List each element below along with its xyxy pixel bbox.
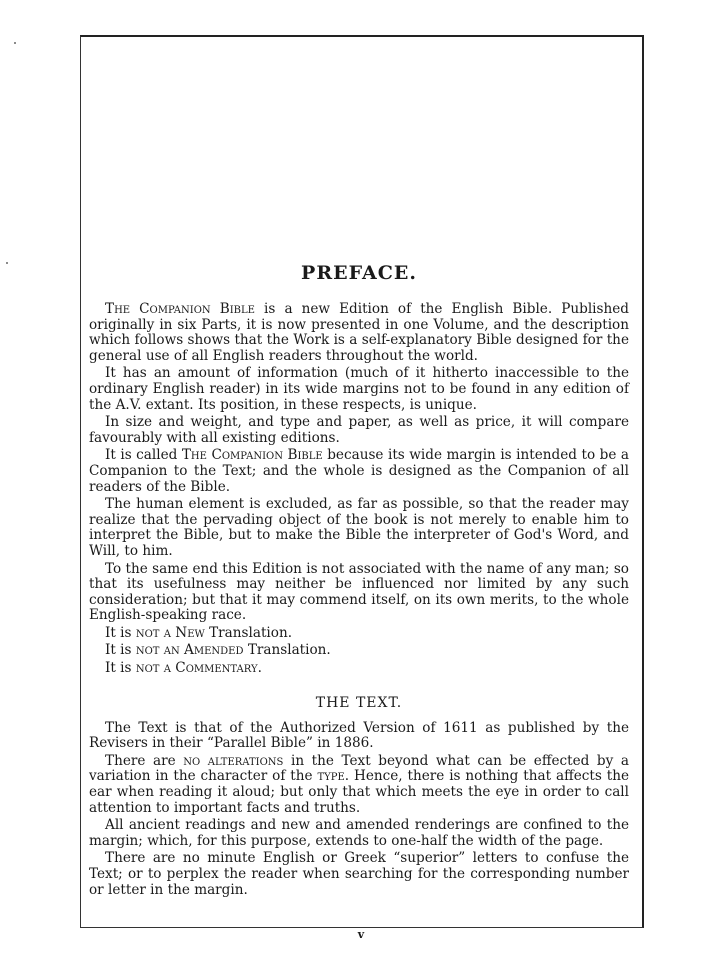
page-number: v [357,928,365,941]
paragraph: There are no alterations in the Text beyond what can be effected by a variation in the character of the type. Hence, there is nothing that affects the ear when reading it aloud; but only that which meets the eye in order to call attention to important facts and truths. [89,752,629,816]
not-line: It is not a Commentary. [105,660,262,677]
paragraph: All ancient readings and new and amended renderings are confined to the margin; which, for this purpose, extends to one-half the width of the page. [89,817,629,849]
scan-speck [6,262,8,264]
paragraph: The human element is excluded, as far as possible, so that the reader may realize that the pervading object of the book is not merely to enable him to interpret the Bible, but to make the Bible the interpreter of God's Word, and Will, to him. [89,496,629,559]
not-line: It is not a New Translation. [105,624,293,641]
paragraph: It is called The Companion Bible because its wide margin is intended to be a Companion to the Text; and the whole is designed as the Companion of all readers of the Bible. [89,447,629,495]
paragraph: In size and weight, and type and paper, as well as price, it will compare favourably with all existing editions. [89,414,629,446]
not-line: It is not an Amended Translation. [105,642,331,659]
paragraph: The Companion Bible is a new Edition of the English Bible. Published originally in six Parts, it is now presented in one Volume, and the description which follows shows that the Work is a self-explanatory Bible designed for the general use of all English readers throughout the world. [89,301,629,364]
section-heading: THE TEXT. [315,694,403,711]
book-name: The Companion Bible [181,447,323,464]
paragraph: There are no minute English or Greek “superior” letters to confuse the Text; or to perplex the reader when searching for the corresponding number or letter in the margin. [89,850,629,898]
paragraph: The Text is that of the Authorized Version of 1611 as published by the Revisers in their “Parallel Bible” in 1886. [89,719,629,752]
page-title: PREFACE. [301,262,417,284]
scan-speck [14,42,16,44]
preface-body [89,262,629,900]
book-name: The Companion Bible [105,301,255,317]
paragraph: It has an amount of information (much of it hitherto inaccessible to the ordinary English reader) in its wide margins not to be found in any edition of the A.V. extant. Its position, in these respects, is unique. [89,365,629,413]
paragraph: To the same end this Edition is not associated with the name of any man; so that its usefulness may neither be influenced nor limited by any such consideration; but that it may commend itself, on its own merits, to the whole English-speaking race. [89,560,629,624]
